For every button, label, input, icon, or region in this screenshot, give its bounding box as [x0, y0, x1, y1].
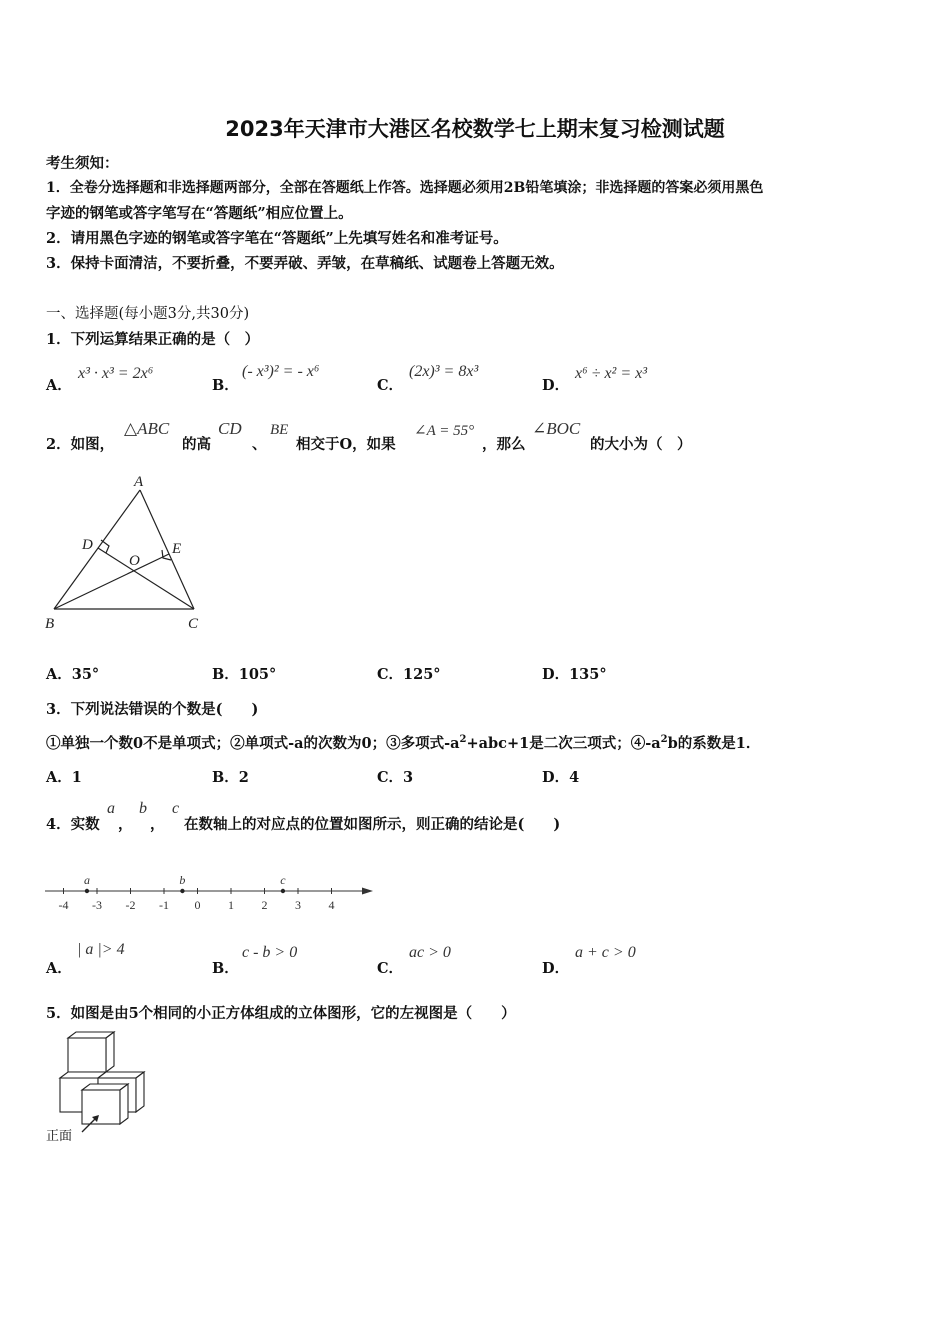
- vertex-a-label: A: [134, 474, 144, 490]
- number-line-point-label-a: a: [83, 873, 90, 887]
- question-3-option-b: B．2: [212, 769, 249, 786]
- question-5-cube-figure: [44, 1030, 154, 1150]
- question-1-option-a-label: A．: [46, 377, 72, 394]
- notice-item-1-line-1: 1．全卷分选择题和非选择题两部分，全部在答题纸上作答。选择题必须用2B铅笔填涂；非选择题的答案必须用黑色: [46, 180, 764, 196]
- question-4-option-a: | a |> 4: [77, 941, 125, 958]
- number-line-point-b: [180, 889, 184, 893]
- question-4-stem-part-2: 在数轴上的对应点的位置如图所示，则正确的结论是( ): [184, 816, 561, 833]
- question-2-stem-part-4: 相交于O，如果: [296, 436, 396, 453]
- page-title: 2023年天津市大港区名校数学七上期末复习检测试题: [225, 117, 725, 141]
- number-line-tick-label: 3: [295, 898, 301, 912]
- notice-item-2: 2．请用黑色字迹的钢笔或答字笔在“答题纸”上先填写姓名和准考证号。: [46, 230, 508, 247]
- question-3-option-a: A．1: [46, 769, 82, 786]
- question-4-option-d: a + c > 0: [575, 944, 636, 961]
- number-line-tick-label: -4: [58, 898, 69, 912]
- question-1-option-a: x³ · x³ = 2x⁶: [78, 365, 154, 382]
- question-2-stem-part-1: 2．如图，: [46, 436, 115, 453]
- number-line-points: [84, 873, 286, 893]
- question-4-number-line: [40, 868, 380, 918]
- question-2-stem-part-6: 的大小为（ ）: [590, 436, 692, 453]
- question-2-stem-part-5: ，那么: [482, 436, 526, 453]
- notice-item-1-line-2: 字迹的钢笔或答字笔写在“答题纸”相应位置上。: [46, 205, 353, 222]
- question-2-angle-a: ∠A = 55°: [414, 423, 475, 439]
- question-4-option-b-label: B．: [212, 960, 239, 977]
- number-line-point-c: [281, 889, 285, 893]
- question-1-option-d: x⁶ ÷ x² = x³: [575, 365, 648, 382]
- question-2-stem-part-3: 、: [252, 436, 267, 453]
- notice-heading: 考生须知：: [46, 155, 119, 172]
- question-2-triangle: △ABC: [124, 419, 170, 438]
- notice-item-3: 3．保持卡面清洁，不要折叠，不要弄破、弄皱，在草稿纸、试题卷上答题无效。: [46, 255, 564, 272]
- number-line-tick-label: -3: [92, 898, 102, 912]
- question-3-body: ①单独一个数0不是单项式；②单项式-a的次数为0；③多项式$-a^2+abc+1$是二次三项式；$④-a^2b$的系数是1．: [46, 734, 761, 752]
- question-2-be: BE: [270, 422, 289, 438]
- point-o-label: O: [129, 553, 140, 569]
- question-2-stem-part-2: 的高: [182, 436, 211, 453]
- question-2-angle-boc: ∠BOC: [532, 419, 581, 438]
- question-3-option-d: D．4: [542, 769, 580, 786]
- question-2-triangle-figure: [40, 470, 220, 635]
- question-3-stem: 3．下列说法错误的个数是( ): [46, 701, 259, 718]
- number-line-point-a: [85, 889, 89, 893]
- point-e-label: E: [172, 541, 182, 557]
- question-1-option-b: (- x³)² = - x⁶: [242, 363, 320, 380]
- question-2-option-b: B．105°: [212, 666, 277, 683]
- question-2-cd: CD: [218, 419, 242, 438]
- number-line-point-label-b: b: [179, 873, 186, 887]
- question-4-option-d-label: D．: [542, 960, 570, 977]
- number-line-ticks: [59, 888, 335, 912]
- front-view-label: 正面: [46, 1128, 73, 1143]
- question-4-option-a-label: A．: [46, 960, 72, 977]
- vertex-b-label: B: [45, 616, 55, 632]
- question-4-comma-1: ，: [118, 816, 133, 833]
- question-1-stem: 1．下列运算结果正确的是（ ）: [46, 331, 260, 348]
- number-line-tick-label: 2: [261, 898, 268, 912]
- vertex-c-label: C: [188, 616, 199, 632]
- question-4-var-b: b: [139, 800, 147, 817]
- section-heading: 一、选择题(每小题3分,共30分): [46, 306, 250, 322]
- question-5-stem: 5．如图是由5个相同的小正方体组成的立体图形，它的左视图是（ ）: [46, 1005, 516, 1022]
- number-line-tick-label: -2: [125, 898, 136, 912]
- point-d-label: D: [82, 537, 93, 553]
- question-1-option-d-label: D．: [542, 377, 570, 394]
- question-1-option-c-label: C．: [377, 377, 404, 394]
- question-2-option-d: D．135°: [542, 666, 607, 683]
- number-line-tick-label: 1: [228, 898, 234, 912]
- question-4-option-c-label: C．: [377, 960, 404, 977]
- question-4-comma-2: ，: [150, 816, 165, 833]
- number-line-tick-label: 0: [194, 898, 201, 912]
- question-4-stem-part-1: 4．实数: [46, 816, 100, 833]
- question-1-option-c: (2x)³ = 8x³: [409, 363, 479, 380]
- question-3-option-c: C．3: [377, 769, 414, 786]
- number-line-point-label-c: c: [280, 873, 286, 887]
- question-4-var-a: a: [107, 800, 115, 817]
- question-1-option-b-label: B．: [212, 377, 239, 394]
- number-line-tick-label: 4: [328, 898, 335, 912]
- question-4-option-b: c - b > 0: [242, 944, 298, 961]
- question-2-option-a: A．35°: [46, 666, 100, 683]
- question-2-option-c: C．125°: [377, 666, 441, 683]
- question-4-var-c: c: [172, 800, 180, 817]
- question-4-option-c: ac > 0: [409, 944, 451, 961]
- number-line-tick-label: -1: [159, 898, 169, 912]
